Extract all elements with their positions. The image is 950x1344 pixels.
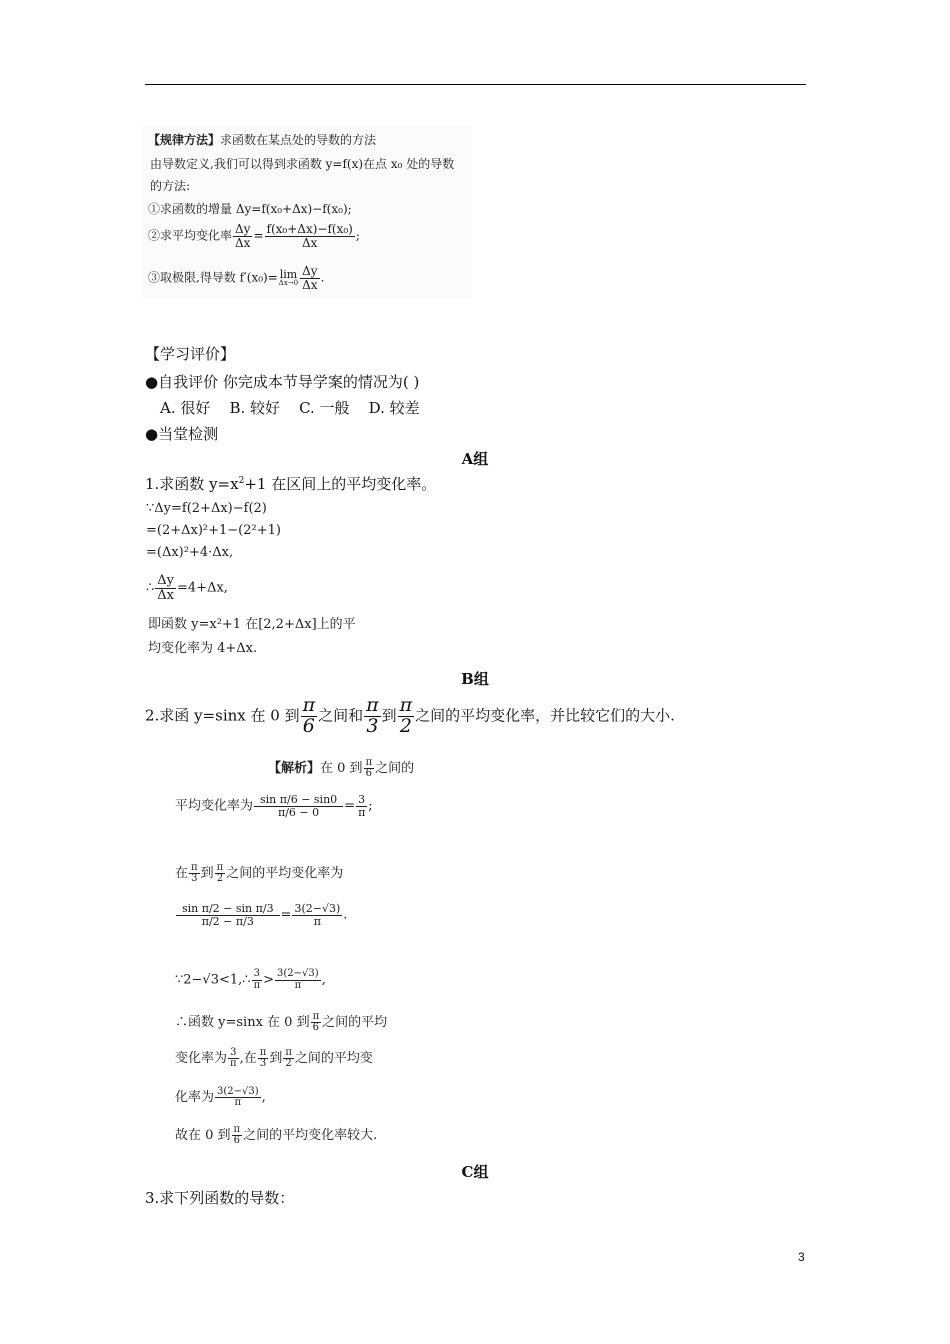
- frac-den: 6: [302, 714, 315, 737]
- frac-den: π: [358, 805, 366, 819]
- text: 之间的平均: [322, 1015, 388, 1030]
- pi-over-3-frac: [364, 696, 381, 737]
- method-step-2: ②求平均变化率 $\frac{\Delta y}{\Delta x}$ = $\frac{\text{f(x₀+Δx)−f(x₀)}}{\Delta x}$ ;: [148, 222, 360, 250]
- comma: ,: [321, 972, 326, 988]
- frac-den: π: [294, 979, 302, 991]
- frac-pi-6: [364, 758, 375, 780]
- frac-num: π: [191, 861, 198, 873]
- comma: ,: [261, 1090, 266, 1105]
- frac-den: 3: [259, 1058, 267, 1069]
- frac-pi-3: [258, 1048, 269, 1070]
- solution-2-line-7: [175, 1047, 373, 1070]
- frac-den: 6: [233, 1135, 241, 1146]
- group-a-label: A组: [461, 450, 489, 468]
- frac-num: π: [365, 756, 373, 768]
- frac-num: 3(2−√3): [277, 968, 319, 979]
- frac-pi-3: [189, 863, 200, 885]
- solution-2-line-4: $\frac{\text{sin π/2 − sin π/3}}{\pi/2 - \pi/3}$ = $\frac{3(2-√3)}{\pi}$ .: [175, 903, 347, 927]
- method-step-1: ①求函数的增量 Δy=f(x₀+Δx)−f(x₀);: [148, 202, 352, 216]
- avg-rate-frac-2: [176, 903, 280, 927]
- method-box-title-rest: 求函数在某点处的导数的方法: [220, 133, 377, 147]
- solution-2-line-3: [175, 862, 343, 885]
- question-2-text-a: 2.求函 y=sinx 在 0 到: [145, 706, 300, 725]
- frac-den: π: [253, 979, 261, 991]
- frac-num: sin π/2 − sin π/3: [176, 903, 280, 916]
- equals-sign: =: [344, 798, 356, 814]
- text: 之间的平均变: [294, 1051, 373, 1066]
- method-box-title-line: [148, 131, 376, 148]
- solution-1-line-5: 即函数 y=x²+1 在[2,2+Δx]上的平: [148, 617, 356, 632]
- class-check: ●当堂检测: [145, 425, 219, 443]
- text: ∴函数 y=sinx 在 0 到: [175, 1015, 310, 1030]
- question-3: 3.求下列函数的导数：: [145, 1189, 295, 1207]
- group-c-label: C组: [461, 1163, 489, 1181]
- solution-1-line-4: [146, 574, 228, 602]
- pi-over-2-frac: [398, 696, 415, 737]
- text: 之间的平均变化率为: [226, 866, 344, 881]
- frac-num: 3: [228, 1048, 239, 1060]
- method-step-3-label: ③取极限,得导数 f′(x₀)=: [148, 270, 278, 285]
- question-1-exponent: 2: [238, 476, 245, 486]
- frac-3-pi: [228, 1048, 239, 1070]
- method-box-title: 【规律方法】: [148, 133, 221, 147]
- frac-num: sin π/6 − sin0: [254, 794, 343, 807]
- lim-text: lim: [279, 267, 298, 281]
- question-2-text-d: 之间的平均变化率，并比较它们的大小.: [415, 706, 675, 725]
- method-step-2-frac-right: [265, 223, 355, 249]
- frac-den: π: [234, 1097, 242, 1108]
- limit-symbol: [279, 269, 298, 288]
- evaluation-options: A. 很好 B. 较好 C. 一般 D. 较差: [160, 399, 420, 417]
- question-1-text: 1.求函数 y=x: [145, 475, 239, 493]
- frac-den: π/2 − π/3: [201, 914, 254, 928]
- frac-den: 2: [216, 873, 224, 884]
- frac-num: π: [259, 1046, 267, 1058]
- frac-pi-6: [232, 1125, 243, 1147]
- result-frac-2: [292, 903, 342, 927]
- greater-than: >: [263, 972, 275, 988]
- frac-result: [275, 969, 321, 991]
- page-number: 3: [798, 1250, 805, 1264]
- solution-1-line-1: ∵Δy=f(2+Δx)−f(2): [146, 501, 267, 516]
- frac-den: 6: [365, 768, 373, 779]
- text: 到: [200, 866, 214, 881]
- question-1: [145, 473, 436, 494]
- pi-over-6-frac: [301, 696, 318, 737]
- solution-1-frac: [155, 574, 176, 602]
- header-rule: [145, 84, 806, 85]
- method-step-2-frac-left: [233, 223, 252, 249]
- frac-num: π: [216, 861, 224, 873]
- solution-2-line-1: [268, 757, 414, 780]
- text: 化率为: [175, 1090, 215, 1105]
- frac-num: f(x₀+Δx)−f(x₀): [266, 222, 353, 236]
- method-step-3-frac: [300, 265, 319, 291]
- frac-den: π: [230, 1058, 237, 1069]
- lim-sub: Δx→0: [278, 279, 299, 288]
- frac-num: π: [366, 694, 379, 716]
- result-frac-1: [356, 794, 367, 818]
- solution-1-line-3: =(Δx)²+4·Δx,: [146, 545, 234, 560]
- frac-num: 3: [356, 794, 367, 807]
- frac-num: π: [312, 1010, 320, 1022]
- text: 到: [269, 1051, 283, 1066]
- solution-2-text-post: 之间的: [375, 761, 415, 776]
- frac-den: Δx: [157, 587, 175, 603]
- text: 故在 0 到: [175, 1128, 231, 1143]
- frac-den: Δx: [301, 235, 318, 250]
- therefore-symbol: ∴: [146, 580, 155, 596]
- self-evaluation: ●自我评价 你完成本节导学案的情况为( ): [145, 373, 420, 391]
- frac-num: 3: [252, 969, 263, 981]
- method-box-line2: 由导数定义,我们可以得到求函数 y=f(x)在点 x₀ 处的导数: [150, 157, 455, 171]
- text: 在: [175, 866, 189, 881]
- frac-den: 2: [285, 1058, 292, 1069]
- group-b-label: B组: [461, 670, 489, 688]
- frac-den: 2: [399, 714, 412, 737]
- question-2-text-b: 之间和: [318, 706, 364, 725]
- frac-num: π: [302, 694, 316, 716]
- text: ,在: [239, 1051, 257, 1066]
- frac-3-pi: [252, 969, 263, 991]
- text: 之间的平均变化率较大.: [243, 1128, 378, 1143]
- semicolon: ;: [368, 798, 373, 814]
- method-step-2-label: ②求平均变化率: [148, 228, 233, 243]
- solution-2-line-6: [175, 1011, 387, 1034]
- method-box-line3: 的方法:: [150, 179, 191, 193]
- frac-num: Δy: [157, 573, 175, 588]
- frac-den: Δx: [235, 235, 251, 250]
- solution-2-line-9: [175, 1124, 377, 1147]
- frac-num: Δy: [302, 264, 318, 278]
- frac-den: π: [313, 914, 321, 928]
- frac-num: 3(2−√3): [217, 1085, 259, 1097]
- solution-2-line-5: [175, 969, 326, 991]
- frac-pi-2: [283, 1048, 294, 1070]
- frac-num: 3(2−√3): [294, 902, 341, 915]
- text: 变化率为: [175, 1051, 228, 1066]
- period: .: [343, 907, 348, 923]
- solution-2-text: 在 0 到: [320, 761, 363, 776]
- frac-num: π: [285, 1046, 292, 1058]
- frac-pi-6: [311, 1012, 322, 1034]
- solution-2-label: 平均变化率为: [175, 798, 254, 814]
- question-2-text-c: 到: [381, 706, 397, 725]
- question-1-text-rest: +1 在区间上的平均变化率。: [244, 475, 437, 493]
- question-2: [145, 696, 675, 737]
- solution-1-line-6: 均变化率为 4+Δx.: [148, 641, 258, 656]
- text: ∵2−√3<1,∴: [175, 972, 251, 988]
- frac-result: [215, 1087, 261, 1109]
- frac-num: π: [233, 1123, 241, 1135]
- solution-1-result: =4+Δx,: [177, 580, 228, 596]
- solution-2-line-8: [175, 1086, 266, 1109]
- method-step-3: ③取极限,得导数 f′(x₀)= lim Δx→0 $\frac{\Delta y}{\Delta x}$ .: [148, 264, 325, 292]
- frac-den: 6: [312, 1022, 320, 1033]
- frac-pi-2: [215, 863, 226, 885]
- frac-num: π: [399, 694, 413, 716]
- frac-den: Δx: [302, 277, 318, 292]
- solution-1-line-2: =(2+Δx)²+1−(2²+1): [146, 523, 281, 538]
- solution-title: 【解析】: [268, 761, 321, 776]
- frac-den: π/6 − 0: [278, 805, 320, 819]
- evaluation-header: 【学习评价】: [145, 345, 236, 363]
- avg-rate-frac-1: [254, 794, 343, 818]
- frac-den: 3: [191, 873, 198, 884]
- solution-2-line-2: [175, 794, 373, 818]
- frac-num: Δy: [235, 222, 251, 236]
- frac-den: 3: [366, 714, 379, 737]
